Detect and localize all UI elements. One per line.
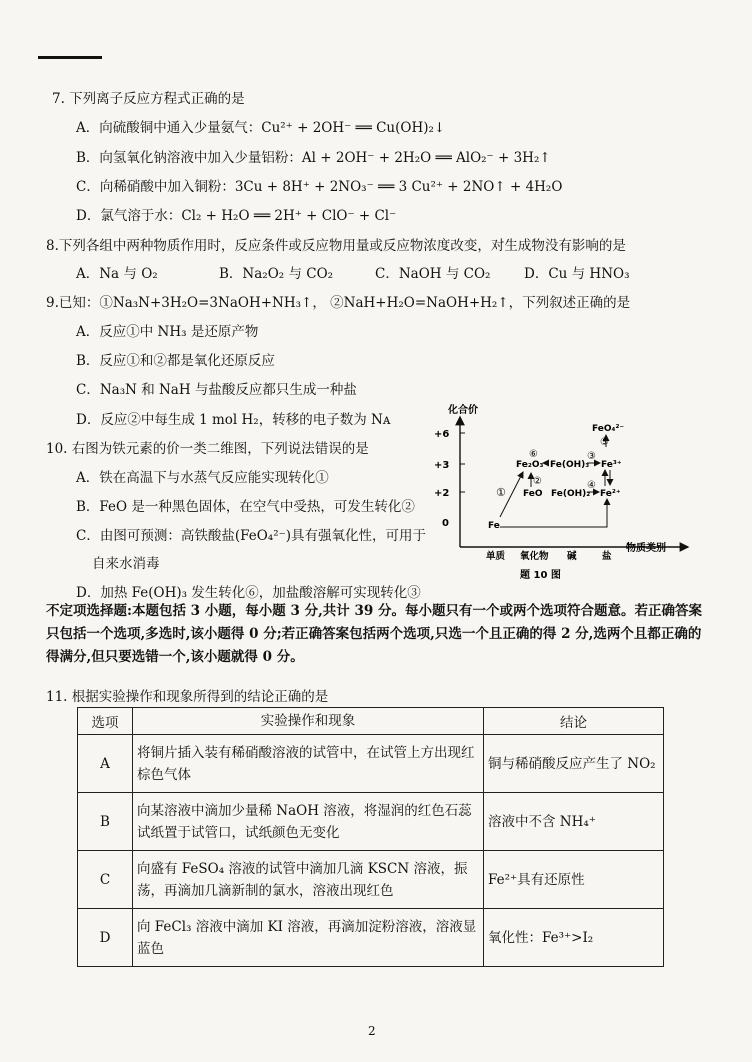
- q8-option-a: A．Na 与 O₂: [76, 266, 158, 282]
- q9-option-b: B．反应①和②都是氧化还原反应: [76, 353, 275, 369]
- q8-option-b: B．Na₂O₂ 与 CO₂: [219, 266, 334, 282]
- species-feoh3: Fe(OH)₃: [550, 460, 590, 470]
- row-operation: 向 FeCl₃ 溶液中滴加 KI 溶液，再滴加淀粉溶液，溶液显蓝色: [133, 909, 484, 967]
- species-fe: Fe: [488, 521, 500, 531]
- q9-option-a: A．反应①中 NH₃ 是还原产物: [76, 324, 259, 340]
- species-fe3: Fe³⁺: [601, 460, 622, 470]
- q10-option-b: B．FeO 是一种黑色固体，在空气中受热，可发生转化②: [76, 499, 415, 515]
- table-header: 选项: [78, 708, 133, 735]
- row-operation: 将铜片插入装有稀硝酸溶液的试管中，在试管上方出现红棕色气体: [133, 735, 484, 793]
- mark-6: ⑥: [529, 449, 538, 460]
- q10-option-a: A．铁在高温下与水蒸气反应能实现转化①: [76, 470, 329, 486]
- table-header: 结论: [484, 708, 664, 735]
- species-feoh2: Fe(OH)₂: [551, 489, 591, 499]
- species-fe2: Fe²⁺: [600, 489, 621, 499]
- q8-option-d: D．Cu 与 HNO₃: [524, 266, 630, 282]
- q7-option-b: B．向氢氧化钠溶液中加入少量铝粉：Al + 2OH⁻ + 2H₂O ══ AlO₂⁻ + 3H₂↑: [76, 150, 551, 166]
- x-axis-label: 物质类别: [626, 543, 666, 554]
- mark-1: ①: [496, 486, 506, 499]
- y-tick-label: +6: [434, 429, 450, 440]
- x-tick-label: 碱: [567, 551, 577, 562]
- table-header-row: [78, 708, 664, 735]
- q10-option-d: D．加热 Fe(OH)₃ 发生转化⑥，加盐酸溶解可实现转化③: [76, 585, 421, 601]
- species-feo: FeO: [523, 489, 543, 499]
- table-header: 实验操作和现象: [133, 708, 484, 735]
- row-conclusion: 溶液中不含 NH₄⁺: [484, 793, 664, 851]
- header-rule: [38, 56, 102, 59]
- q7-option-a: A．向硫酸铜中通入少量氨气：Cu²⁺ + 2OH⁻ ══ Cu(OH)₂↓: [76, 120, 446, 136]
- section-instructions: 不定项选择题:本题包括 3 小题，每小题 3 分,共计 39 分。每小题只有一个或两个选项符合题意。若正确答案只包括一个选项,多选时,该小题得 0 分;若正确答案包括两个选项,只选一个且正确的得 2 分,选两个且都正确的得满分,但只要选错一个,该小题就得 0 分。: [46, 603, 702, 665]
- y-axis-label: 化合价: [448, 405, 478, 416]
- q8-option-c: C．NaOH 与 CO₂: [375, 266, 491, 282]
- y-tick-label: +3: [434, 460, 450, 471]
- q10-option-c: C．由图可预测：高铁酸盐(FeO₄²⁻)具有强氧化性，可用于: [76, 528, 426, 544]
- mark-2: ②: [533, 476, 542, 487]
- page-number: 2: [368, 1024, 376, 1038]
- table-row: [78, 851, 664, 909]
- row-operation: 向盛有 FeSO₄ 溶液的试管中滴加几滴 KSCN 溶液，振荡，再滴加几滴新制的氯水，溶液出现红色: [133, 851, 484, 909]
- species-feo4: FeO₄²⁻: [592, 424, 625, 434]
- mark-4: ④: [587, 480, 596, 491]
- row-operation: 向某溶液中滴加少量稀 NaOH 溶液，将湿润的红色石蕊试纸置于试管口，试纸颜色无变化: [133, 793, 484, 851]
- q7-stem: 7. 下列离子反应方程式正确的是: [52, 91, 245, 107]
- x-tick-label: 氧化物: [520, 551, 549, 562]
- arrow-fe-to-fe2: [500, 499, 607, 527]
- q10-stem: 10. 右图为铁元素的价一类二维图，下列说法错误的是: [46, 441, 369, 457]
- q9-option-d: D．反应②中每生成 1 mol H₂，转移的电子数为 Nᴀ: [76, 412, 391, 428]
- row-option: A: [78, 735, 133, 793]
- mark-3: ③: [587, 451, 596, 462]
- species-fe2o3: Fe₂O₃: [516, 460, 544, 470]
- q8-stem: 8.下列各组中两种物质作用时，反应条件或反应物用量或反应物浓度改变，对生成物没有影响的是: [46, 238, 626, 254]
- table-row: [78, 735, 664, 793]
- q9-option-c: C．Na₃N 和 NaH 与盐酸反应都只生成一种盐: [76, 382, 357, 398]
- row-conclusion: Fe²⁺具有还原性: [484, 851, 664, 909]
- mark-5: ⑤: [600, 437, 609, 448]
- q11-table: [77, 707, 664, 967]
- x-tick-label: 单质: [486, 551, 506, 562]
- row-conclusion: 铜与稀硝酸反应产生了 NO₂: [484, 735, 664, 793]
- q7-option-d: D．氯气溶于水：Cl₂ + H₂O ══ 2H⁺ + ClO⁻ + Cl⁻: [76, 208, 397, 224]
- row-conclusion: 氧化性：Fe³⁺>I₂: [484, 909, 664, 967]
- table-row: [78, 909, 664, 967]
- q7-option-c: C．向稀硝酸中加入铜粉：3Cu + 8H⁺ + 2NO₃⁻ ══ 3 Cu²⁺ + 2NO↑ + 4H₂O: [76, 179, 563, 195]
- y-tick-label: 0: [442, 518, 449, 529]
- figure-caption: 题 10 图: [520, 570, 561, 581]
- row-option: B: [78, 793, 133, 851]
- row-option: C: [78, 851, 133, 909]
- row-option: D: [78, 909, 133, 967]
- q10-option-c-continued: 自来水消毒: [92, 556, 160, 572]
- iron-valence-diagram: [420, 395, 710, 595]
- q11-stem: 11. 根据实验操作和现象所得到的结论正确的是: [46, 689, 329, 705]
- table-row: [78, 793, 664, 851]
- x-tick-label: 盐: [602, 551, 612, 562]
- q9-stem: 9.已知：①Na₃N+3H₂O=3NaOH+NH₃↑， ②NaH+H₂O=NaOH+H₂↑，下列叙述正确的是: [46, 295, 631, 311]
- y-tick-label: +2: [434, 488, 450, 499]
